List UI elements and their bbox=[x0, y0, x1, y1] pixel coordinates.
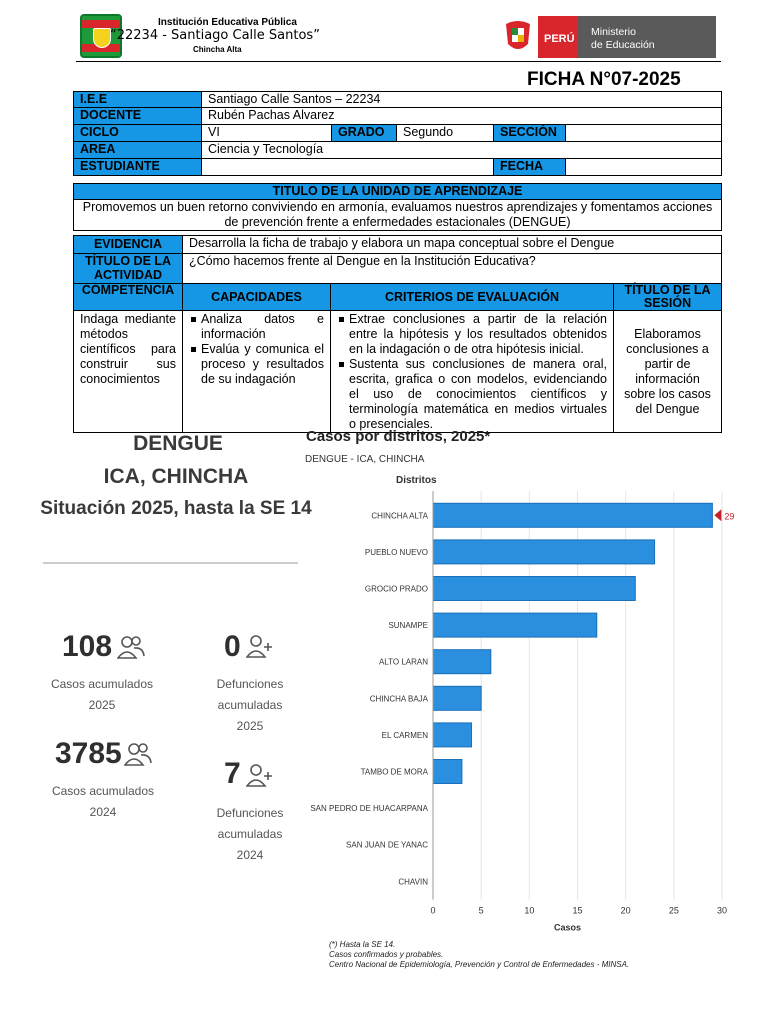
peru-coat-of-arms-icon bbox=[506, 21, 530, 49]
stat-label: Defunciones bbox=[216, 806, 284, 820]
competencia-text: Indaga mediante métodos científicos para construir sus conocimientos bbox=[74, 311, 183, 433]
header-divider bbox=[76, 61, 721, 62]
category-label: EL CARMEN bbox=[381, 730, 428, 740]
category-label: SAN JUAN DE YANAC bbox=[346, 840, 428, 850]
bar bbox=[433, 540, 655, 564]
ficha-title: FICHA N°07-2025 bbox=[527, 69, 681, 90]
bar bbox=[433, 503, 712, 527]
estudiante-value[interactable] bbox=[202, 159, 494, 176]
svg-text:Ministerio: Ministerio bbox=[591, 26, 636, 38]
bar bbox=[433, 723, 472, 747]
docente-value: Rubén Pachas Alvarez bbox=[202, 108, 722, 125]
chart-title: Casos por distritos, 2025* bbox=[306, 428, 491, 445]
stat-label: acumuladas bbox=[217, 698, 283, 712]
unit-header: TITULO DE LA UNIDAD DE APRENDIZAJE bbox=[74, 184, 722, 200]
stat-deaths-2025: 0 bbox=[224, 630, 241, 663]
list-item: Analiza datos e información bbox=[189, 312, 324, 342]
info-table bbox=[73, 91, 722, 176]
data-label: 29 bbox=[724, 511, 735, 522]
bar bbox=[433, 650, 491, 674]
list-item: Extrae conclusiones a partir de la relación entre la hipótesis y los resultados obtenidos en la indagación o de otra hipótesis inicial. bbox=[337, 312, 607, 357]
area-label: AREA bbox=[74, 142, 202, 159]
evidencia-value: Desarrolla la ficha de trabajo y elabora un mapa conceptual sobre el Dengue bbox=[183, 236, 722, 254]
stat-cases-2025: 108 bbox=[62, 630, 113, 663]
infographic-period: Situación 2025, hasta la SE 14 bbox=[40, 498, 312, 519]
footnote: (*) Hasta la SE 14. bbox=[329, 940, 396, 949]
seccion-value[interactable] bbox=[566, 125, 722, 142]
stat-cases-2024: 3785 bbox=[55, 737, 122, 770]
footnote: Centro Nacional de Epidemiología, Prevención y Control de Enfermedades - MINSA. bbox=[329, 960, 630, 969]
estudiante-label: ESTUDIANTE bbox=[74, 159, 202, 176]
bar bbox=[433, 686, 481, 710]
stat-label: Defunciones bbox=[216, 677, 284, 691]
stat-label: Casos acumulados bbox=[51, 784, 155, 798]
seccion-label: SECCIÓN bbox=[494, 125, 566, 142]
people-icon bbox=[117, 634, 145, 660]
col-capacidades: CAPACIDADES bbox=[183, 284, 331, 311]
chart-subtitle: DENGUE - ICA, CHINCHA bbox=[305, 454, 425, 465]
x-tick-label: 0 bbox=[430, 905, 436, 916]
category-label: PUEBLO NUEVO bbox=[364, 547, 428, 557]
stat-year: 2024 bbox=[89, 805, 117, 819]
category-label: SAN PEDRO DE HUACARPANA bbox=[310, 804, 428, 814]
list-item: Evalúa y comunica el proceso y resultados de su indagación bbox=[189, 342, 324, 387]
institution-type: Institución Educativa Pública bbox=[158, 17, 297, 28]
category-label: SUNAMPE bbox=[388, 621, 428, 631]
area-value: Ciencia y Tecnología bbox=[202, 142, 722, 159]
unit-table bbox=[73, 183, 722, 231]
category-label: ALTO LARAN bbox=[378, 657, 428, 667]
category-label: GROCIO PRADO bbox=[364, 584, 428, 594]
ciclo-label: CICLO bbox=[74, 125, 202, 142]
iee-label: I.E.E bbox=[74, 92, 202, 108]
bar bbox=[433, 613, 597, 637]
svg-text:PERÚ: PERÚ bbox=[544, 33, 575, 45]
col-criterios: CRITERIOS DE EVALUACIÓN bbox=[331, 284, 614, 311]
x-tick-label: 25 bbox=[668, 905, 679, 916]
infographic-subtitle: ICA, CHINCHA bbox=[103, 465, 249, 488]
fecha-label: FECHA bbox=[494, 159, 566, 176]
category-label: CHINCHA BAJA bbox=[369, 694, 428, 704]
fecha-value[interactable] bbox=[566, 159, 722, 176]
stat-label: Casos acumulados bbox=[50, 677, 154, 691]
footnote: Casos confirmados y probables. bbox=[329, 950, 444, 959]
bar bbox=[433, 577, 635, 601]
activity-table bbox=[73, 235, 722, 433]
ciclo-value[interactable]: VI bbox=[202, 125, 332, 142]
y-axis-label: Distritos bbox=[396, 475, 437, 486]
unit-text: Promovemos un buen retorno conviviendo en armonía, evaluamos nuestros aprendizajes y fomentamos acciones de prevención frente a enfermedades estacionales (DENGUE) bbox=[74, 200, 722, 231]
grado-value[interactable]: Segundo bbox=[397, 125, 494, 142]
docente-label: DOCENTE bbox=[74, 108, 202, 125]
x-tick-label: 15 bbox=[572, 905, 583, 916]
svg-text:de Educación: de Educación bbox=[591, 39, 655, 51]
school-name: “22234 - Santiago Calle Santos” bbox=[110, 28, 320, 43]
stat-year: 2025 bbox=[236, 719, 264, 733]
category-label: CHINCHA ALTA bbox=[371, 511, 428, 521]
evidencia-label: EVIDENCIA bbox=[74, 236, 183, 254]
infographic-title: DENGUE bbox=[133, 432, 223, 455]
people-icon bbox=[124, 741, 152, 767]
district-bar-chart bbox=[300, 470, 750, 940]
col-sesion: TÍTULO DE LA SESIÓN bbox=[614, 284, 722, 311]
stat-deaths-2024: 7 bbox=[224, 757, 241, 790]
school-city: Chincha Alta bbox=[193, 45, 242, 54]
sesion-text: Elaboramos conclusiones a partir de información sobre los casos del Dengue bbox=[614, 311, 722, 433]
x-tick-label: 5 bbox=[478, 905, 484, 916]
criterios-cell bbox=[331, 311, 614, 433]
x-tick-label: 30 bbox=[716, 905, 728, 916]
stat-label: acumuladas bbox=[217, 827, 283, 841]
category-label: TAMBO DE MORA bbox=[360, 767, 428, 777]
stat-year: 2024 bbox=[236, 848, 264, 862]
col-competencia: COMPETENCIA bbox=[74, 284, 183, 311]
capacidades-cell bbox=[183, 311, 331, 433]
titulo-value: ¿Cómo hacemos frente al Dengue en la Institución Educativa? bbox=[183, 254, 722, 284]
stat-year: 2025 bbox=[88, 698, 116, 712]
minedu-logo bbox=[500, 16, 716, 58]
x-axis-label: Casos bbox=[553, 922, 582, 933]
bar bbox=[433, 760, 462, 784]
titulo-label: TÍTULO DE LA ACTIVIDAD bbox=[74, 254, 183, 284]
iee-value: Santiago Calle Santos – 22234 bbox=[202, 92, 722, 108]
category-label: CHAVIN bbox=[398, 877, 428, 887]
person-add-icon bbox=[246, 633, 274, 659]
infographic-divider bbox=[43, 562, 298, 564]
person-add-icon bbox=[246, 762, 274, 788]
x-tick-label: 20 bbox=[620, 905, 631, 916]
list-item: Sustenta sus conclusiones de manera oral, escrita, grafica o con modelos, evidenciando el uso de conocimientos científicos y terminología matemática en medios virtuales o presenciales. bbox=[337, 357, 607, 432]
x-tick-label: 10 bbox=[524, 905, 535, 916]
grado-label: GRADO bbox=[332, 125, 397, 142]
highlight-marker bbox=[714, 509, 721, 521]
